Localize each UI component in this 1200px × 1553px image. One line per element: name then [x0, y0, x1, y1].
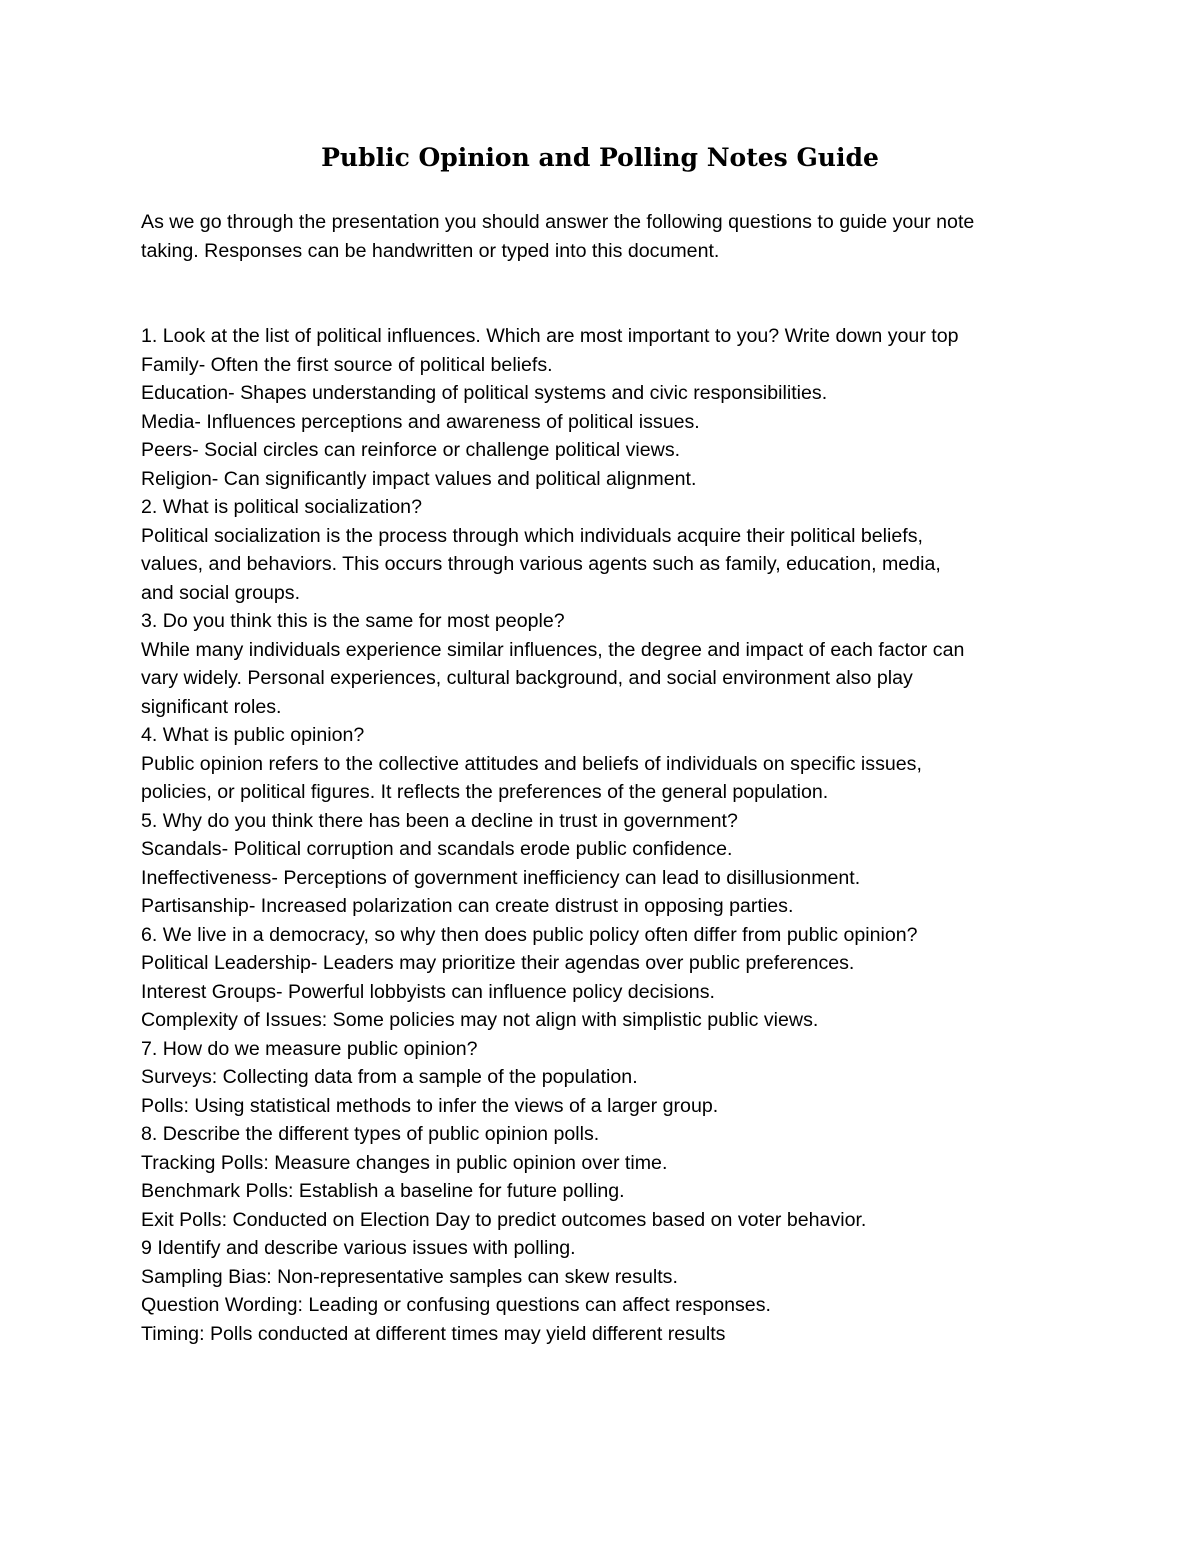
body-line: 8. Describe the different types of public opinion polls.: [141, 1123, 600, 1145]
intro-line: As we go through the presentation you should answer the following questions to guide your note: [141, 211, 975, 233]
notes-body: [141, 322, 1081, 1348]
body-line: Political socialization is the process through which individuals acquire their political beliefs,: [141, 524, 923, 547]
body-line: policies, or political figures. It reflects the preferences of the general population.: [141, 781, 829, 803]
body-line: 6. We live in a democracy, so why then does public policy often differ from public opinion?: [141, 923, 918, 946]
body-line: Polls: Using statistical methods to infer the views of a larger group.: [141, 1094, 719, 1117]
body-line: While many individuals experience similar influences, the degree and impact of each factor can: [141, 638, 965, 661]
body-line: Timing: Polls conducted at different times may yield different results: [141, 1322, 726, 1345]
body-line: Family- Often the first source of political beliefs.: [141, 353, 553, 376]
body-line: 5. Why do you think there has been a decline in trust in government?: [141, 809, 738, 832]
body-line: Question Wording: Leading or confusing questions can affect responses.: [141, 1294, 771, 1316]
body-line: Peers- Social circles can reinforce or challenge political views.: [141, 439, 681, 461]
body-line: and social groups.: [141, 581, 301, 604]
intro-line: taking. Responses can be handwritten or typed into this document.: [141, 239, 720, 262]
body-line: 4. What is public opinion?: [141, 724, 365, 746]
body-line: vary widely. Personal experiences, cultural background, and social environment also play: [141, 667, 913, 689]
body-line: significant roles.: [141, 695, 282, 718]
body-line: Public opinion refers to the collective attitudes and beliefs of individuals on specific issues,: [141, 752, 922, 775]
body-line: Religion- Can significantly impact values and political alignment.: [141, 467, 697, 490]
body-line: 9 Identify and describe various issues with polling.: [141, 1237, 576, 1259]
body-line: 2. What is political socialization?: [141, 496, 422, 518]
body-line: Interest Groups- Powerful lobbyists can influence policy decisions.: [141, 980, 715, 1003]
body-line: Tracking Polls: Measure changes in public opinion over time.: [141, 1151, 668, 1174]
body-line: Political Leadership- Leaders may prioritize their agendas over public preferences.: [141, 952, 855, 974]
body-line: Benchmark Polls: Establish a baseline for future polling.: [141, 1180, 625, 1202]
page-title: Public Opinion and Polling Notes Guide: [321, 143, 879, 172]
body-line: Media- Influences perceptions and awareness of political issues.: [141, 410, 700, 433]
body-line: Complexity of Issues: Some policies may not align with simplistic public views.: [141, 1009, 819, 1031]
body-line: 7. How do we measure public opinion?: [141, 1037, 478, 1060]
body-line: Ineffectiveness- Perceptions of government inefficiency can lead to disillusionment.: [141, 866, 861, 889]
body-line: values, and behaviors. This occurs through various agents such as family, education, media,: [141, 553, 941, 575]
intro-paragraph: [141, 208, 1081, 265]
body-line: Scandals- Political corruption and scandals erode public confidence.: [141, 838, 733, 860]
body-line: 1. Look at the list of political influences. Which are most important to you? Write down your top: [141, 325, 959, 347]
body-line: Partisanship- Increased polarization can create distrust in opposing parties.: [141, 895, 794, 917]
body-line: Education- Shapes understanding of political systems and civic responsibilities.: [141, 382, 828, 404]
body-line: Exit Polls: Conducted on Election Day to predict outcomes based on voter behavior.: [141, 1208, 867, 1231]
body-line: Surveys: Collecting data from a sample of the population.: [141, 1066, 638, 1088]
body-line: 3. Do you think this is the same for most people?: [141, 610, 565, 632]
body-line: Sampling Bias: Non-representative samples can skew results.: [141, 1265, 678, 1288]
